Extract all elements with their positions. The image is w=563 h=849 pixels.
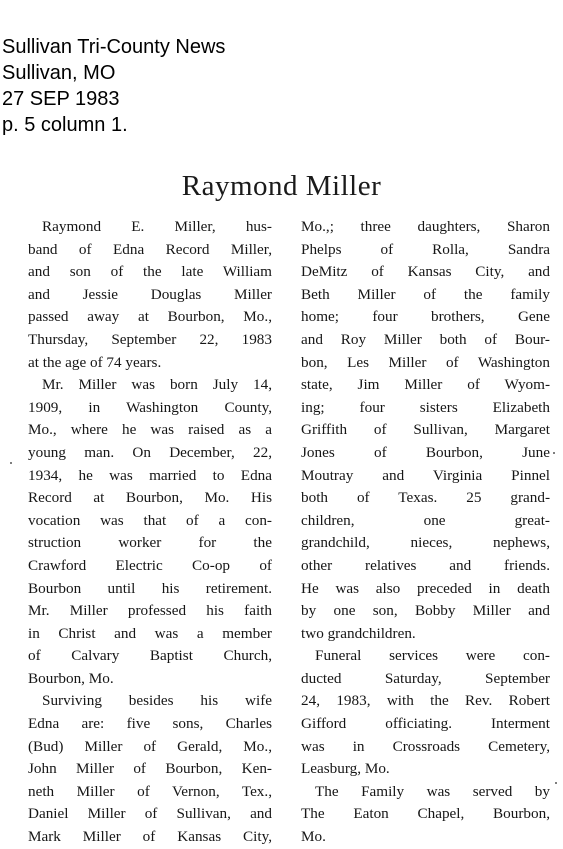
text-line: other relatives and friends. xyxy=(301,556,550,574)
text-line: state, Jim Miller of Wyom- xyxy=(301,376,550,394)
text-line: grandchild, nieces, nephews, xyxy=(301,534,550,552)
text-line: DeMitz of Kansas City, and xyxy=(301,263,550,281)
text-line: two grandchildren. xyxy=(301,624,416,642)
text-line: Mo., where he was raised as a xyxy=(28,421,272,439)
text-line: Mark Miller of Kansas City, xyxy=(28,828,272,846)
text-line: and son of the late William xyxy=(28,263,272,281)
text-line: Griffith of Sullivan, Margaret xyxy=(301,421,550,439)
text-line: band of Edna Record Miller, xyxy=(28,240,272,258)
text-line: The Eaton Chapel, Bourbon, xyxy=(301,805,550,823)
text-line: ducted Saturday, September xyxy=(301,669,550,687)
text-line: in Christ and was a member xyxy=(28,624,272,642)
text-line: Record at Bourbon, Mo. His xyxy=(28,489,272,507)
text-line: Bourbon, Mo. xyxy=(28,669,114,687)
text-line: Gifford officiating. Interment xyxy=(301,715,550,733)
right-column xyxy=(301,216,550,849)
text-line: 1934, he was married to Edna xyxy=(28,466,272,484)
text-line: home; four brothers, Gene xyxy=(301,308,550,326)
text-line: bon, Les Miller of Washington xyxy=(301,353,550,371)
text-line: Daniel Miller of Sullivan, and xyxy=(28,805,272,823)
text-line: passed away at Bourbon, Mo., xyxy=(28,308,272,326)
text-line: (Bud) Miller of Gerald, Mo., xyxy=(28,737,272,755)
text-line: of Calvary Baptist Church, xyxy=(28,647,272,665)
text-line: ing; four sisters Elizabeth xyxy=(301,398,550,416)
text-line: Edna are: five sons, Charles xyxy=(28,715,272,733)
publication-date: 27 SEP 1983 xyxy=(2,88,120,110)
page-location: p. 5 column 1. xyxy=(2,114,128,136)
text-line: both of Texas. 25 grand- xyxy=(301,489,550,507)
text-line: at the age of 74 years. xyxy=(28,353,162,371)
text-line: and Roy Miller both of Bour- xyxy=(301,330,550,348)
text-line: Mo. xyxy=(301,828,326,846)
text-line: Leasburg, Mo. xyxy=(301,760,390,778)
text-line: Mr. Miller professed his faith xyxy=(28,602,272,620)
text-line: Funeral services were con- xyxy=(315,647,550,665)
text-line: Thursday, September 22, 1983 xyxy=(28,330,272,348)
text-line: children, one great- xyxy=(301,511,550,529)
text-line: 1909, in Washington County, xyxy=(28,398,272,416)
text-line: The Family was served by xyxy=(315,782,550,800)
text-line: John Miller of Bourbon, Ken- xyxy=(28,760,272,778)
scan-speck xyxy=(553,452,555,454)
publication-name: Sullivan Tri-County News xyxy=(2,36,226,58)
publication-place: Sullivan, MO xyxy=(2,62,116,84)
text-line: Raymond E. Miller, hus- xyxy=(42,218,272,235)
text-line: Beth Miller of the family xyxy=(301,285,550,303)
text-line: struction worker for the xyxy=(28,534,272,552)
text-line: Jones of Bourbon, June xyxy=(301,443,550,461)
text-line: Crawford Electric Co-op of xyxy=(28,556,272,574)
text-line: young man. On December, 22, xyxy=(28,443,272,461)
text-line: Moutray and Virginia Pinnel xyxy=(301,466,550,484)
source-citation xyxy=(2,34,225,138)
text-line: Phelps of Rolla, Sandra xyxy=(301,240,550,258)
obituary-headline: Raymond Miller xyxy=(181,170,382,202)
text-line: He was also preceded in death xyxy=(301,579,550,597)
text-line: Mo.,; three daughters, Sharon xyxy=(301,218,550,235)
text-line: and Jessie Douglas Miller xyxy=(28,285,272,303)
text-line: Bourbon until his retirement. xyxy=(28,579,272,597)
text-line: vocation was that of a con- xyxy=(28,511,272,529)
scan-speck xyxy=(10,462,12,464)
left-column xyxy=(28,216,272,849)
text-line: by one son, Bobby Miller and xyxy=(301,602,550,620)
text-line: Surviving besides his wife xyxy=(42,692,272,710)
text-line: 24, 1983, with the Rev. Robert xyxy=(301,692,550,710)
text-line: neth Miller of Vernon, Tex., xyxy=(28,782,272,800)
text-line: was in Crossroads Cemetery, xyxy=(301,737,550,755)
scan-speck xyxy=(555,782,557,784)
text-line: Mr. Miller was born July 14, xyxy=(42,376,272,394)
